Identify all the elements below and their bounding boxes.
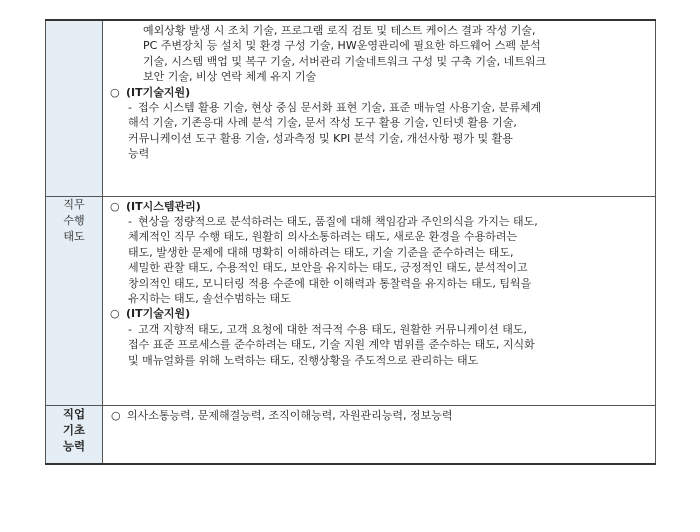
label-line: 능력 (62, 438, 86, 453)
attitude-cell (103, 196, 656, 405)
row-label-attitude (46, 196, 103, 405)
table-row (46, 20, 656, 196)
text-line: 기술, 시스템 백업 및 복구 기술, 서버관리 기술네트워크 구성 및 구축 기술, 네트워크 (143, 54, 547, 68)
row-label-empty (46, 20, 103, 196)
text-line: 예외상황 발생 시 조치 기술, 프로그램 로직 검토 및 테스트 케이스 결과 작성 기술, (143, 24, 536, 37)
text-line: PC 주변장치 등 설치 및 환경 구성 기술, HW운영관리에 필요한 하드웨어 스펙 분석 (143, 39, 541, 53)
text-line (111, 408, 649, 423)
table-row (46, 196, 656, 405)
item-text: 접수 시스템 활용 기술, 현상 중심 문서화 표현 기술, 표준 매뉴얼 사용기술, 분류체계 (138, 101, 542, 115)
label-line: 태도 (63, 229, 85, 243)
list-item (110, 100, 649, 162)
row-label-basic (46, 405, 103, 464)
text-line: 해석 기술, 기존응대 사례 분석 기술, 문서 작성 도구 활용 기술, 인터넷 활용 기술, (128, 116, 517, 130)
continuation-text (110, 23, 649, 85)
section-title: (IT시스템관리) (126, 199, 201, 213)
text-line: 보안 기술, 비상 연락 체계 유지 기술 (143, 70, 317, 84)
dash-bullet-icon: - (128, 214, 132, 228)
circle-bullet-icon: ○ (110, 199, 120, 213)
section-heading (110, 199, 649, 214)
basic-ability-text: 의사소통능력, 문제해결능력, 조직이해능력, 자원관리능력, 정보능력 (127, 408, 453, 422)
list-item (110, 214, 649, 306)
competency-table (45, 19, 656, 465)
section-heading (110, 85, 649, 100)
text-line: 체계적인 직무 수행 태도, 원활히 의사소통하려는 태도, 새로운 환경을 수용하려는 (128, 230, 518, 244)
skills-cell (103, 20, 656, 196)
text-line: 태도, 발생한 문제에 대해 명확히 이해하려는 태도, 기술 기준을 준수하려는 태도, (128, 245, 514, 259)
label-line: 수행 (63, 213, 85, 227)
section-title: (IT기술지원) (126, 85, 191, 99)
label-line: 직무 (63, 197, 85, 211)
item-text: 고객 지향적 태도, 고객 요청에 대한 적극적 수용 태도, 원활한 커뮤니케이션 태도, (138, 322, 527, 336)
circle-bullet-icon: ○ (110, 307, 120, 321)
table-row (46, 405, 656, 464)
label-line: 기초 (62, 422, 86, 437)
section-title: (IT기술지원) (126, 307, 191, 321)
dash-bullet-icon: - (128, 101, 132, 115)
text-line: 유지하는 태도, 솔선수범하는 태도 (128, 291, 291, 305)
text-line: 능력 (128, 147, 150, 161)
basic-ability-cell (103, 405, 656, 464)
text-line (128, 322, 649, 337)
text-line: 접수 표준 프로세스를 준수하려는 태도, 기술 지원 계약 범위를 준수하는 태도, 지식화 (128, 338, 535, 352)
item-text: 현상을 정량적으로 분석하려는 태도, 품질에 대해 책임감과 주인의식을 가지는 태도, (138, 214, 538, 228)
label-line: 직업 (62, 406, 86, 421)
text-line (128, 214, 649, 229)
text-line: 및 매뉴얼화를 위해 노력하는 태도, 진행상황을 주도적으로 관리하는 태도 (128, 353, 479, 367)
text-line: 창의적인 태도, 모니터링 적용 수준에 대한 이해력과 통찰력을 유지하는 태도, 팀웍을 (128, 276, 532, 290)
section-heading (110, 306, 649, 321)
text-line (128, 100, 649, 115)
text-line: 세밀한 관찰 태도, 수용적인 태도, 보안을 유지하는 태도, 긍정적인 태도, 분석적이고 (128, 261, 528, 275)
text-line: 커뮤니케이션 도구 활용 기술, 성과측정 및 KPI 분석 기술, 개선사항 평가 및 활용 (128, 131, 513, 145)
dash-bullet-icon: - (128, 322, 132, 336)
list-item (110, 322, 649, 368)
circle-bullet-icon: ○ (111, 408, 121, 422)
circle-bullet-icon: ○ (110, 85, 120, 99)
